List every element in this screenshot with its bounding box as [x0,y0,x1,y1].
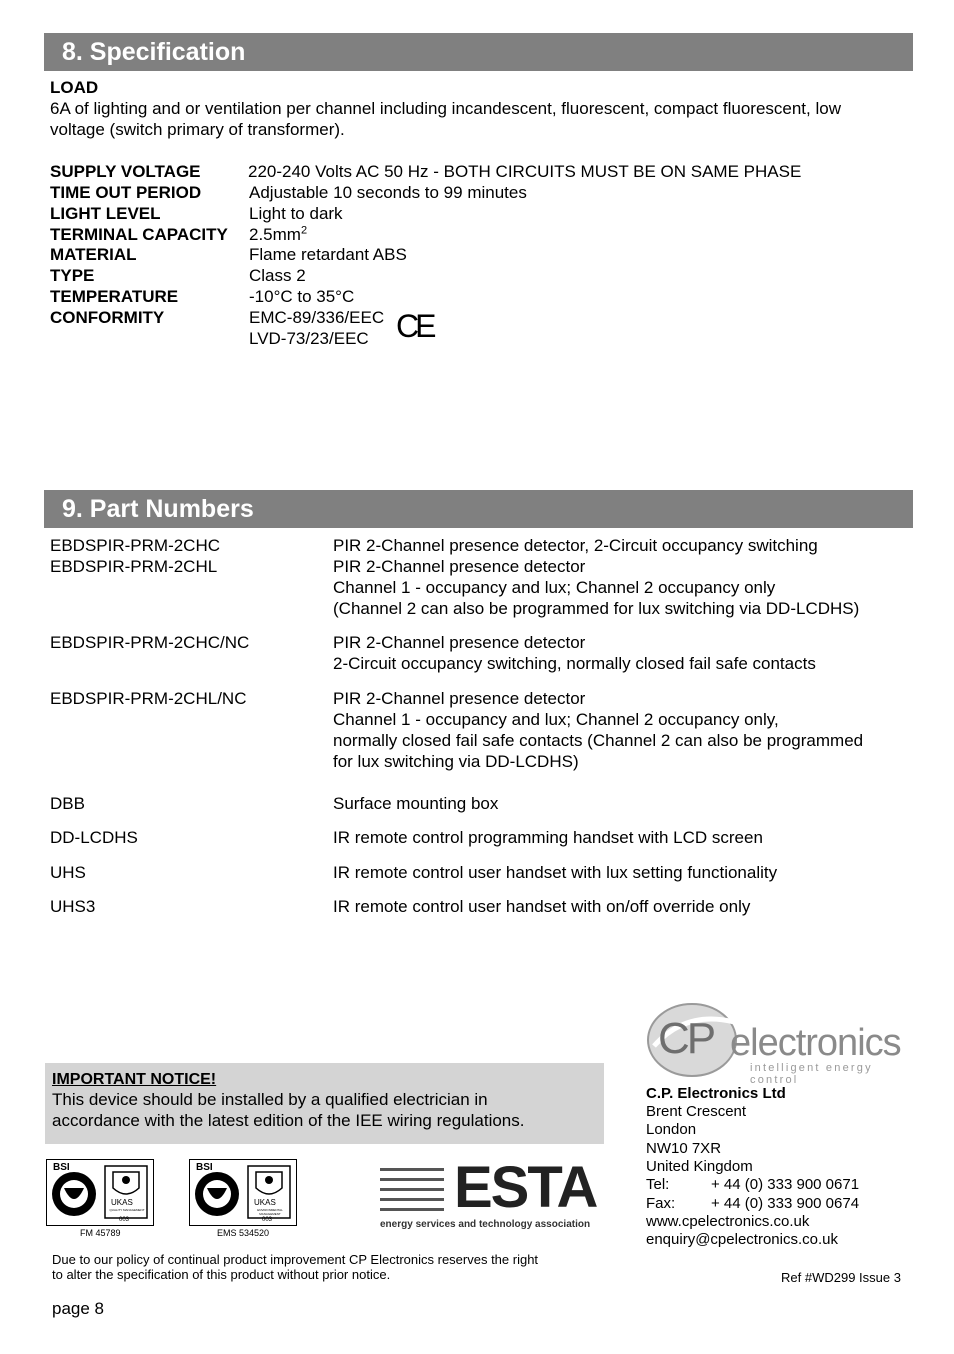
logo-electronics-text: electronics [730,1022,901,1064]
spec-value: -10°C to 35°C [249,287,355,306]
spec-label: SUPPLY VOLTAGE [50,162,201,181]
notice-heading: IMPORTANT NOTICE! [52,1071,217,1088]
email-link[interactable]: enquiry@cpelectronics.co.uk [646,1231,838,1248]
part-desc-line: Surface mounting box [333,794,499,813]
spec-value: Adjustable 10 seconds to 99 minutes [249,183,527,202]
ukas-number: 003 [119,1217,130,1223]
spec-row-time-out-period [50,182,910,203]
part-desc-line: PIR 2-Channel presence detector [333,557,586,576]
cp-electronics-logo [646,1000,912,1086]
part-desc-line: normally closed fail safe contacts (Channel 2 can also be programmed [333,731,864,750]
spec-row-terminal-capacity [50,224,910,245]
spec-value: LVD-73/23/EEC [249,329,369,348]
spec-row-material [50,244,910,265]
esta-stripes-icon [380,1164,450,1216]
address-line: NW10 7XR [646,1140,722,1157]
page-number: page 8 [52,1299,104,1318]
spec-row-light-level [50,203,910,224]
part-code: DBB [50,794,85,813]
spec-row-conformity [50,307,910,328]
spec-label: TERMINAL CAPACITY [50,225,228,244]
ukas-subtext: ENVIRONMENTAL MANAGEMENT [257,1208,283,1216]
spec-value: Light to dark [249,204,343,223]
part-code: EBDSPIR-PRM-2CHL [50,557,218,576]
section-9-heading: 9. Part Numbers [44,490,913,528]
ukas-number: 003 [262,1217,273,1223]
spec-value-text: 2.5mm [249,225,301,244]
load-label: LOAD [50,78,99,97]
spec-label: TIME OUT PERIOD [50,183,202,202]
esta-logo [380,1155,598,1232]
part-code: UHS3 [50,897,96,916]
notice-line-2: accordance with the latest edition of the IEE wiring regulations. [52,1111,525,1130]
part-desc-line: IR remote control user handset with on/off override only [333,897,751,916]
tel-number: + 44 (0) 333 900 0671 [711,1176,860,1193]
superscript: 2 [300,224,308,237]
bsi-text: BSI [53,1162,70,1173]
fax-label: Fax: [646,1195,676,1212]
disclaimer-line-1: Due to our policy of continual product improvement CP Electronics reserves the right [52,1252,539,1267]
part-code: EBDSPIR-PRM-2CHC/NC [50,633,250,652]
spec-value [249,224,307,245]
spec-label: CONFORMITY [50,308,165,327]
part-desc-line: PIR 2-Channel presence detector [333,633,586,652]
spec-row-temperature [50,286,910,307]
spec-label: MATERIAL [50,245,137,264]
spec-row-supply-voltage [50,161,910,182]
spec-value: Flame retardant ABS [249,245,407,264]
website-link[interactable]: www.cpelectronics.co.uk [646,1213,810,1230]
bsi-ukas-certificate-ems [189,1159,297,1226]
bsi-text: BSI [196,1162,213,1173]
part-codes [50,535,220,577]
part-desc-line: PIR 2-Channel presence detector, 2-Circuit occupancy switching [333,536,818,555]
important-notice [45,1063,604,1144]
part-code: UHS [50,863,86,882]
part-code: EBDSPIR-PRM-2CHC [50,536,221,555]
spec-label: LIGHT LEVEL [50,204,161,223]
part-desc-line: Channel 1 - occupancy and lux; Channel 2 occupancy only, [333,710,779,729]
esta-text: ESTA [454,1155,597,1220]
part-codes [50,632,249,653]
notice-line-1: This device should be installed by a qualified electrician in [52,1090,488,1109]
ukas-text: UKAS [111,1198,133,1207]
part-desc-line: IR remote control programming handset with LCD screen [333,828,763,847]
part-codes [50,688,246,709]
load-description-line-2: voltage (switch primary of transformer). [50,120,345,139]
part-description [333,632,816,674]
part-description [333,535,859,619]
spec-value: Class 2 [249,266,306,285]
bsi-ukas-certificate-fm [46,1159,154,1226]
spec-row-conformity-2 [50,328,910,349]
disclaimer-line-2: to alter the specification of this product without prior notice. [52,1267,391,1282]
spec-row-type [50,265,910,286]
ukas-text: UKAS [254,1198,276,1207]
esta-subtitle: energy services and technology association [380,1219,591,1230]
spec-label: TYPE [50,266,95,285]
logo-cp-text: CP [658,1014,714,1063]
ukas-subtext: QUALITY MANAGEMENT [109,1208,145,1212]
ce-mark-icon: CE [396,308,433,344]
part-desc-line: PIR 2-Channel presence detector [333,689,586,708]
address-line: United Kingdom [646,1158,753,1175]
part-description [333,688,863,772]
part-desc-line: for lux switching via DD-LCDHS) [333,752,579,771]
spec-value: EMC-89/336/EEC [249,308,385,327]
document-reference: Ref #WD299 Issue 3 [781,1270,901,1285]
logo-tagline: intelligent energy control [750,1062,873,1086]
load-description-line-1: 6A of lighting and or ventilation per channel including incandescent, fluorescent, compact fluorescent, low [50,99,841,118]
part-code: DD-LCDHS [50,828,138,847]
spec-value: 220-240 Volts AC 50 Hz - BOTH CIRCUITS MUST BE ON SAME PHASE [248,162,802,181]
spec-label: TEMPERATURE [50,287,179,306]
part-desc-line: Channel 1 - occupancy and lux; Channel 2 occupancy only [333,578,776,597]
part-code: EBDSPIR-PRM-2CHL/NC [50,689,247,708]
part-desc-line: 2-Circuit occupancy switching, normally closed fail safe contacts [333,654,816,673]
fm-number: FM 45789 [80,1228,121,1238]
fax-number: + 44 (0) 333 900 0674 [711,1195,860,1212]
address-line: London [646,1121,697,1138]
ems-number: EMS 534520 [217,1228,270,1238]
section-8-heading: 8. Specification [44,33,913,71]
company-name: C.P. Electronics Ltd [646,1085,786,1102]
part-desc-line: (Channel 2 can also be programmed for lux switching via DD-LCDHS) [333,599,860,618]
tel-label: Tel: [646,1176,670,1193]
address-line: Brent Crescent [646,1103,747,1120]
part-desc-line: IR remote control user handset with lux setting functionality [333,863,778,882]
